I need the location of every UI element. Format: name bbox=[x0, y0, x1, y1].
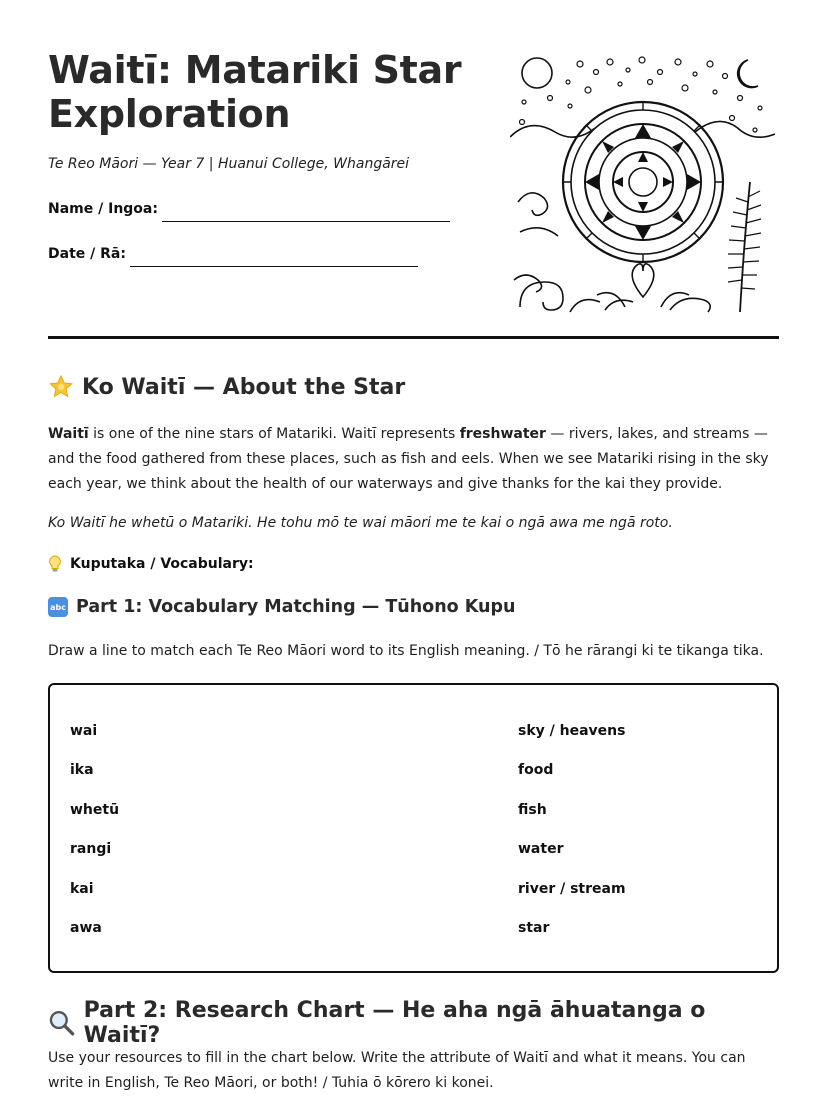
vocabulary-label bbox=[48, 555, 254, 573]
about-bold-freshwater: freshwater bbox=[459, 426, 546, 442]
about-heading bbox=[48, 374, 405, 400]
maori-word[interactable]: whetū bbox=[70, 801, 120, 818]
english-meaning[interactable]: water bbox=[518, 841, 564, 858]
vocabulary-label-text: Kuputaka / Vocabulary: bbox=[70, 556, 254, 572]
maori-description: Ko Waitī he whetū o Matariki. He tohu mō te wai māori me te kai o ngā awa me ngā roto. bbox=[48, 515, 673, 531]
vocabulary-matching-box bbox=[48, 683, 779, 973]
name-label: Name / Ingoa: bbox=[48, 201, 158, 217]
english-meaning[interactable]: food bbox=[518, 762, 554, 779]
page-subtitle: Te Reo Māori — Year 7 | Huanui College, Whangārei bbox=[48, 156, 410, 172]
header-divider bbox=[48, 336, 779, 339]
english-meaning[interactable]: fish bbox=[518, 801, 547, 818]
date-line[interactable] bbox=[130, 266, 418, 267]
part2-heading bbox=[48, 998, 779, 1048]
date-label: Date / Rā: bbox=[48, 246, 126, 262]
maori-words-column bbox=[70, 723, 119, 959]
maori-word[interactable]: kai bbox=[70, 880, 94, 897]
maori-word[interactable]: wai bbox=[70, 723, 98, 739]
date-field[interactable] bbox=[48, 246, 126, 262]
page-title: Waitī: Matariki Star Exploration bbox=[48, 48, 462, 136]
glowing-star-icon bbox=[48, 374, 74, 400]
part2-instruction: Use your resources to fill in the chart below. Write the attribute of Waitī and what it means. You can write in English, Te Reo Māori, or both! / Tuhia ō kōrero ki konei. bbox=[48, 1050, 746, 1091]
maori-word[interactable]: rangi bbox=[70, 841, 112, 858]
maori-word[interactable]: ika bbox=[70, 762, 94, 779]
english-meaning[interactable]: star bbox=[518, 919, 550, 936]
about-paragraph bbox=[48, 422, 779, 497]
about-heading-text: Ko Waitī — About the Star bbox=[82, 374, 406, 400]
part1-heading bbox=[48, 597, 515, 617]
english-meaning[interactable]: sky / heavens bbox=[518, 723, 626, 739]
maori-word[interactable]: awa bbox=[70, 919, 102, 936]
about-text-2: — rivers, lakes, and streams — and the food gathered from these places, such as fish and eels. When we see Matariki rising in the sky each year, we think about the health of our waterways and give thanks for the kai they provide. bbox=[48, 426, 769, 492]
part2-heading-text: Part 2: Research Chart — He aha ngā āhuatanga o Waitī? bbox=[83, 998, 706, 1048]
name-line[interactable] bbox=[162, 221, 450, 222]
matariki-illustration bbox=[510, 52, 775, 317]
about-bold-waiti: Waitī bbox=[48, 426, 89, 442]
light-bulb-icon bbox=[48, 555, 62, 573]
part1-instruction: Draw a line to match each Te Reo Māori word to its English meaning. / Tō he rārangi ki te tikanga tika. bbox=[48, 643, 764, 659]
magnifying-glass-icon bbox=[48, 1009, 76, 1037]
worksheet-page bbox=[48, 0, 779, 1091]
part1-heading-text: Part 1: Vocabulary Matching — Tūhono Kupu bbox=[76, 597, 516, 617]
english-meaning[interactable]: river / stream bbox=[518, 880, 626, 897]
worksheet-header bbox=[48, 0, 779, 340]
name-field[interactable] bbox=[48, 201, 158, 217]
english-meanings-column bbox=[518, 723, 626, 959]
abc-icon: abc bbox=[48, 597, 68, 617]
about-text-1: is one of the nine stars of Matariki. Waitī represents bbox=[88, 426, 460, 442]
